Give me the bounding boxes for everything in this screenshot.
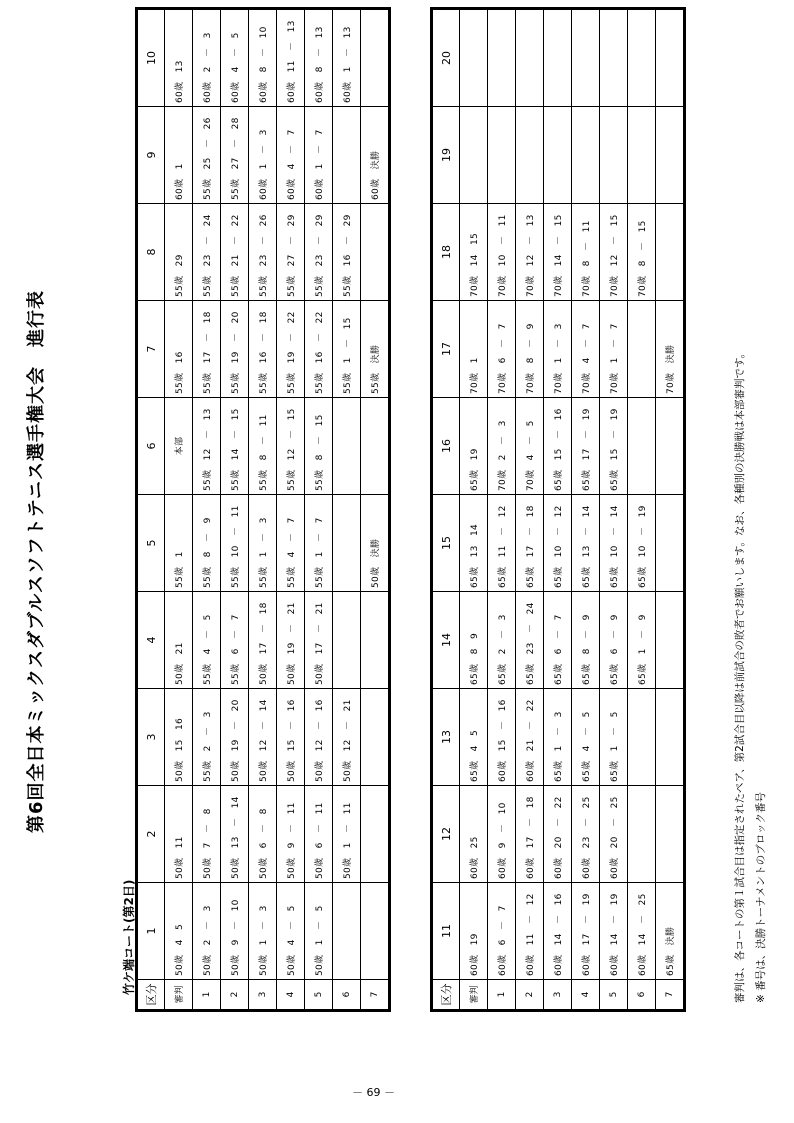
notes [730, 348, 772, 1003]
corner-label: 区分 [138, 980, 165, 1010]
row-number: 1 [193, 980, 221, 1010]
match-cell [656, 398, 684, 495]
match-cell: 50歳 1 － 11 [333, 786, 361, 883]
match-cell: 55歳 16 － 22 [305, 301, 333, 398]
match-cell: 65歳 10 － 19 [628, 495, 656, 592]
match-cell: 55歳 2 － 3 [193, 689, 221, 786]
match-cell: 50歳 15 － 16 [277, 689, 305, 786]
match-cell: 65歳 15 － 16 [544, 398, 572, 495]
match-cell: 55歳 1 － 3 [249, 495, 277, 592]
match-cell: 55歳 1 － 7 [305, 495, 333, 592]
match-cell: 55歳 1 － 15 [333, 301, 361, 398]
row-number: 7 [656, 980, 684, 1010]
judge-cell [460, 107, 488, 204]
row-number: 4 [277, 980, 305, 1010]
match-cell [628, 398, 656, 495]
match-cell: 50歳 1 － 3 [249, 883, 277, 980]
match-cell: 50歳 9 － 10 [221, 883, 249, 980]
match-cell: 70歳 8 － 11 [572, 204, 600, 301]
match-cell: 60歳 決勝 [361, 107, 389, 204]
match-cell: 60歳 8 － 13 [305, 10, 333, 107]
match-cell: 55歳 10 － 11 [221, 495, 249, 592]
match-cell: 55歳 8 － 15 [305, 398, 333, 495]
match-cell [656, 786, 684, 883]
match-cell [628, 786, 656, 883]
match-cell: 50歳 7 － 8 [193, 786, 221, 883]
match-cell [628, 10, 656, 107]
match-cell: 65歳 17 － 19 [572, 398, 600, 495]
court-header: 12 [433, 786, 460, 883]
match-cell: 65歳 10 － 12 [544, 495, 572, 592]
match-cell: 65歳 10 － 14 [600, 495, 628, 592]
court-header: 16 [433, 398, 460, 495]
judge-cell: 50歳 4 5 [165, 883, 193, 980]
match-cell: 60歳 4 － 5 [221, 10, 249, 107]
match-cell: 60歳 15 － 16 [488, 689, 516, 786]
match-cell: 65歳 23 － 24 [516, 592, 544, 689]
match-cell [333, 495, 361, 592]
judge-cell: 65歳 8 9 [460, 592, 488, 689]
match-cell [361, 592, 389, 689]
match-cell: 55歳 23 － 24 [193, 204, 221, 301]
page-number: － 69 － [352, 1086, 395, 1099]
row-number: 7 [361, 980, 389, 1010]
match-cell: 65歳 決勝 [656, 883, 684, 980]
match-cell [656, 592, 684, 689]
row-number: 3 [544, 980, 572, 1010]
court-header: 5 [138, 495, 165, 592]
match-cell: 55歳 19 － 20 [221, 301, 249, 398]
match-cell: 50歳 12 － 21 [333, 689, 361, 786]
match-cell: 50歳 19 － 20 [221, 689, 249, 786]
match-cell: 55歳 21 － 22 [221, 204, 249, 301]
match-cell [361, 689, 389, 786]
match-cell [656, 107, 684, 204]
table-row [544, 10, 572, 1010]
match-cell: 55歳 12 － 13 [193, 398, 221, 495]
match-cell: 60歳 14 － 19 [600, 883, 628, 980]
match-cell [656, 689, 684, 786]
match-cell [656, 10, 684, 107]
match-cell: 70歳 14 － 15 [544, 204, 572, 301]
judge-cell: 55歳 16 [165, 301, 193, 398]
match-cell: 55歳 16 － 18 [249, 301, 277, 398]
match-cell: 60歳 14 － 16 [544, 883, 572, 980]
judge-cell: 50歳 15 16 [165, 689, 193, 786]
table-row [488, 10, 516, 1010]
court-header: 14 [433, 592, 460, 689]
table-row [305, 10, 333, 1010]
match-cell: 55歳 8 － 11 [249, 398, 277, 495]
match-cell: 70歳 決勝 [656, 301, 684, 398]
row-number: 6 [333, 980, 361, 1010]
match-cell [572, 107, 600, 204]
match-cell: 60歳 1 － 13 [333, 10, 361, 107]
match-cell: 60歳 20 － 25 [600, 786, 628, 883]
match-cell: 70歳 8 － 15 [628, 204, 656, 301]
judge-cell: 60歳 13 [165, 10, 193, 107]
match-cell [361, 204, 389, 301]
match-cell: 60歳 8 － 10 [249, 10, 277, 107]
match-cell: 60歳 11 － 13 [277, 10, 305, 107]
match-cell: 65歳 1 － 9 [628, 592, 656, 689]
match-cell [656, 204, 684, 301]
match-cell: 50歳 6 － 11 [305, 786, 333, 883]
match-cell: 55歳 8 － 9 [193, 495, 221, 592]
judge-cell: 55歳 1 [165, 495, 193, 592]
row-number: 5 [305, 980, 333, 1010]
court-header: 10 [138, 10, 165, 107]
judge-cell: 本部 [165, 398, 193, 495]
match-cell: 65歳 15 － 19 [600, 398, 628, 495]
match-cell [516, 10, 544, 107]
match-cell: 50歳 9 － 11 [277, 786, 305, 883]
page-title: 第6回全日本ミックスダブルスソフトテニス選手権大会 進行表 [26, 290, 47, 834]
table-row [516, 10, 544, 1010]
match-cell [488, 107, 516, 204]
table-row [600, 10, 628, 1010]
match-cell [361, 786, 389, 883]
match-cell [544, 107, 572, 204]
match-cell: 65歳 8 － 9 [572, 592, 600, 689]
judge-label: 審判 [460, 980, 488, 1010]
match-cell: 65歳 2 － 3 [488, 592, 516, 689]
court-header: 6 [138, 398, 165, 495]
match-cell: 60歳 6 － 7 [488, 883, 516, 980]
judge-cell: 65歳 19 [460, 398, 488, 495]
judge-label: 審判 [165, 980, 193, 1010]
match-cell: 60歳 14 － 25 [628, 883, 656, 980]
match-cell: 70歳 6 － 7 [488, 301, 516, 398]
match-cell: 60歳 20 － 22 [544, 786, 572, 883]
row-number: 2 [221, 980, 249, 1010]
match-cell: 65歳 13 － 14 [572, 495, 600, 592]
match-cell [628, 301, 656, 398]
match-cell [572, 10, 600, 107]
court-header: 11 [433, 883, 460, 980]
match-cell: 50歳 1 － 5 [305, 883, 333, 980]
match-cell: 70歳 2 － 3 [488, 398, 516, 495]
match-cell: 70歳 4 － 7 [572, 301, 600, 398]
match-cell: 60歳 17 － 19 [572, 883, 600, 980]
match-cell [333, 883, 361, 980]
match-cell [628, 107, 656, 204]
match-cell: 55歳 決勝 [361, 301, 389, 398]
match-cell: 70歳 10 － 11 [488, 204, 516, 301]
match-cell [544, 10, 572, 107]
judge-cell: 50歳 11 [165, 786, 193, 883]
match-cell: 65歳 17 － 18 [516, 495, 544, 592]
court-header: 4 [138, 592, 165, 689]
match-cell: 65歳 6 － 9 [600, 592, 628, 689]
match-cell: 50歳 12 － 14 [249, 689, 277, 786]
table-row [628, 10, 656, 1010]
judge-cell: 50歳 21 [165, 592, 193, 689]
match-cell [361, 883, 389, 980]
table-row [277, 10, 305, 1010]
table-row [193, 10, 221, 1010]
match-cell: 60歳 9 － 10 [488, 786, 516, 883]
table-row [333, 10, 361, 1010]
match-cell: 60歳 1 － 3 [249, 107, 277, 204]
judge-cell: 60歳 19 [460, 883, 488, 980]
match-cell [333, 592, 361, 689]
match-cell: 55歳 14 － 15 [221, 398, 249, 495]
match-cell: 55歳 17 － 18 [193, 301, 221, 398]
match-cell: 65歳 4 － 5 [572, 689, 600, 786]
match-cell: 65歳 1 － 3 [544, 689, 572, 786]
match-cell: 55歳 4 － 7 [277, 495, 305, 592]
court-header: 2 [138, 786, 165, 883]
row-number: 6 [628, 980, 656, 1010]
match-cell: 55歳 27 － 28 [221, 107, 249, 204]
match-cell: 70歳 8 － 9 [516, 301, 544, 398]
match-cell: 50歳 19 － 21 [277, 592, 305, 689]
row-number: 2 [516, 980, 544, 1010]
table-row [361, 10, 389, 1010]
match-cell [361, 398, 389, 495]
table-row [249, 10, 277, 1010]
court-header: 17 [433, 301, 460, 398]
court-header: 18 [433, 204, 460, 301]
match-cell [333, 107, 361, 204]
match-cell: 50歳 12 － 16 [305, 689, 333, 786]
match-cell: 55歳 4 － 5 [193, 592, 221, 689]
match-cell: 50歳 13 － 14 [221, 786, 249, 883]
match-cell: 65歳 11 － 12 [488, 495, 516, 592]
court-header: 8 [138, 204, 165, 301]
court-header: 3 [138, 689, 165, 786]
note-line: 審判は、各コートの第１試合目は指定されたペア、第2試合目以降は前試合の敗者でお願いします。なお、各種別の決勝戦は本部審判です。 [734, 347, 746, 1003]
table-row [656, 10, 684, 1010]
court-header: 13 [433, 689, 460, 786]
match-cell [333, 398, 361, 495]
match-cell: 60歳 1 － 7 [305, 107, 333, 204]
schedule-table-1 [137, 9, 389, 1010]
match-cell: 60歳 17 － 18 [516, 786, 544, 883]
match-cell: 55歳 23 － 26 [249, 204, 277, 301]
match-cell: 50歳 2 － 3 [193, 883, 221, 980]
match-cell: 55歳 23 － 29 [305, 204, 333, 301]
judge-cell [460, 10, 488, 107]
match-cell: 50歳 決勝 [361, 495, 389, 592]
match-cell: 60歳 21 － 22 [516, 689, 544, 786]
court-header: 19 [433, 107, 460, 204]
court-header: 9 [138, 107, 165, 204]
judge-cell: 65歳 13 14 [460, 495, 488, 592]
match-cell: 55歳 12 － 15 [277, 398, 305, 495]
match-cell: 60歳 23 － 25 [572, 786, 600, 883]
match-cell [600, 10, 628, 107]
match-cell: 55歳 25 － 26 [193, 107, 221, 204]
judge-cell: 60歳 25 [460, 786, 488, 883]
match-cell: 65歳 1 － 5 [600, 689, 628, 786]
court-header: 15 [433, 495, 460, 592]
court-header: 20 [433, 10, 460, 107]
table-row [221, 10, 249, 1010]
judge-cell: 70歳 14 15 [460, 204, 488, 301]
judge-cell: 65歳 4 5 [460, 689, 488, 786]
judge-cell: 60歳 1 [165, 107, 193, 204]
match-cell: 50歳 6 － 8 [249, 786, 277, 883]
match-cell: 70歳 12 － 15 [600, 204, 628, 301]
match-cell [361, 10, 389, 107]
match-cell: 60歳 2 － 3 [193, 10, 221, 107]
match-cell [628, 689, 656, 786]
match-cell: 55歳 27 － 29 [277, 204, 305, 301]
match-cell: 60歳 4 － 7 [277, 107, 305, 204]
row-number: 4 [572, 980, 600, 1010]
section-subtitle: 竹ケ端コート(第2日) [122, 879, 136, 995]
note-line: ※ 番号は、決勝トーナメントのブロック番号 [755, 791, 767, 1003]
match-cell: 70歳 1 － 7 [600, 301, 628, 398]
match-cell: 70歳 1 － 3 [544, 301, 572, 398]
row-number: 5 [600, 980, 628, 1010]
match-cell: 55歳 19 － 22 [277, 301, 305, 398]
match-cell: 50歳 4 － 5 [277, 883, 305, 980]
match-cell [600, 107, 628, 204]
match-cell: 65歳 6 － 7 [544, 592, 572, 689]
match-cell: 60歳 11 － 12 [516, 883, 544, 980]
judge-cell: 70歳 1 [460, 301, 488, 398]
court-header: 1 [138, 883, 165, 980]
match-cell [488, 10, 516, 107]
match-cell: 70歳 12 － 13 [516, 204, 544, 301]
corner-label: 区分 [433, 980, 460, 1010]
judge-cell: 55歳 29 [165, 204, 193, 301]
match-cell [656, 495, 684, 592]
match-cell: 55歳 6 － 7 [221, 592, 249, 689]
schedule-table-2 [432, 9, 684, 1010]
match-cell [516, 107, 544, 204]
row-number: 3 [249, 980, 277, 1010]
court-header: 7 [138, 301, 165, 398]
table-row [572, 10, 600, 1010]
match-cell: 70歳 4 － 5 [516, 398, 544, 495]
match-cell: 50歳 17 － 18 [249, 592, 277, 689]
row-number: 1 [488, 980, 516, 1010]
match-cell: 55歳 16 － 29 [333, 204, 361, 301]
match-cell: 50歳 17 － 21 [305, 592, 333, 689]
